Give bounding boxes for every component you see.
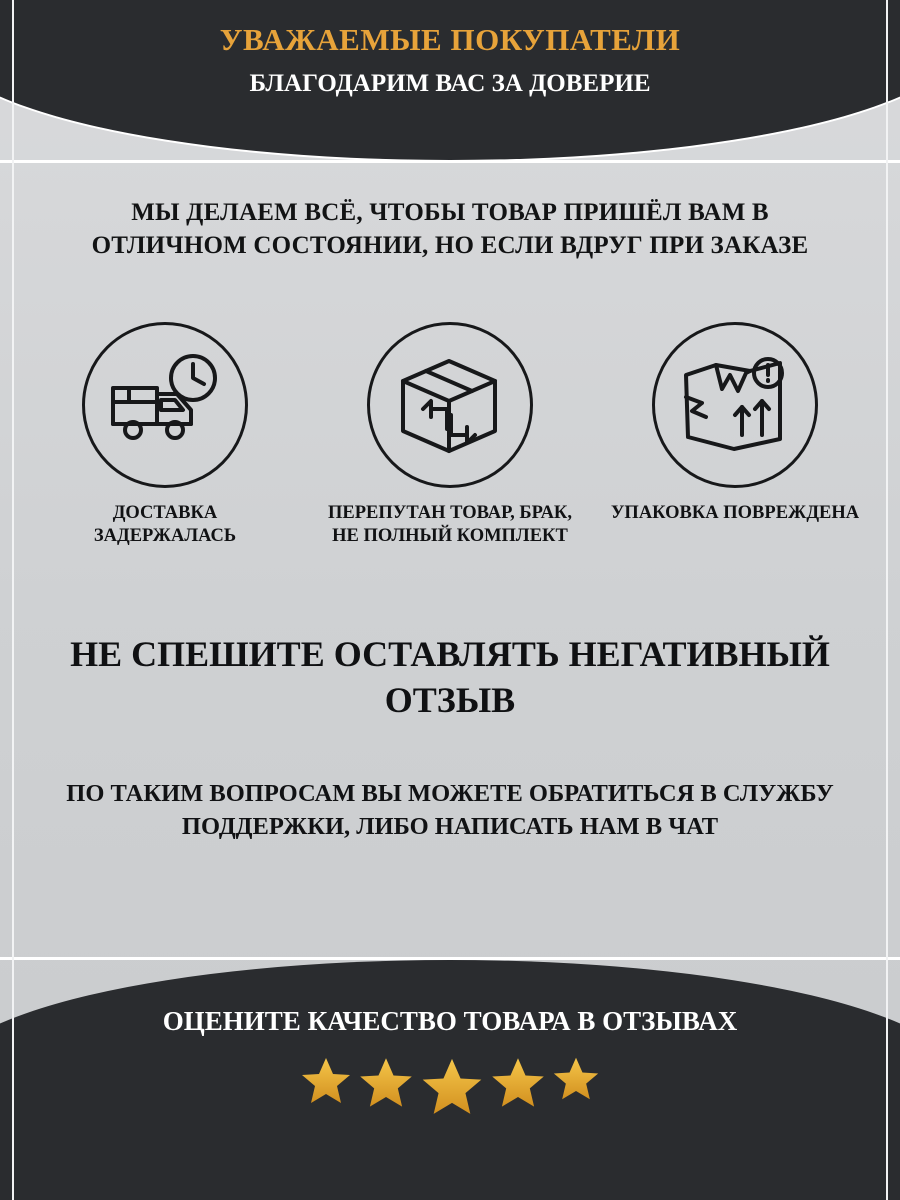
damaged-package-icon <box>676 349 794 461</box>
issue-item-delivery-delay <box>40 322 290 549</box>
footer-title: ОЦЕНИТЕ КАЧЕСТВО ТОВАРА В ОТЗЫВАХ <box>162 1006 738 1036</box>
support-text: ПО ТАКИМ ВОПРОСАМ ВЫ МОЖЕТЕ ОБРАТИТЬСЯ В СЛУЖБУ ПОДДЕРЖКИ, ЛИБО НАПИСАТЬ НАМ В ЧАТ <box>66 780 834 840</box>
delivery-truck-clock-icon <box>105 350 225 460</box>
issue-item-damaged-package <box>610 322 860 525</box>
issue-item-wrong-item <box>325 322 575 549</box>
star-icon[interactable] <box>357 1055 415 1111</box>
box-return-arrows-icon <box>389 347 511 463</box>
star-icon[interactable] <box>419 1055 485 1119</box>
issue-caption: ПЕРЕПУТАН ТОВАР, БРАК, НЕ ПОЛНЫЙ КОМПЛЕКТ <box>328 503 572 547</box>
statement-text: НЕ СПЕШИТЕ ОСТАВЛЯТЬ НЕГАТИВНЫЙ ОТЗЫВ <box>70 634 830 720</box>
header <box>0 22 900 99</box>
star-icon[interactable] <box>489 1055 547 1111</box>
issue-caption: ДОСТАВКА ЗАДЕРЖАЛАСЬ <box>93 503 237 547</box>
rating-stars[interactable] <box>0 1055 900 1119</box>
star-icon[interactable] <box>551 1055 601 1103</box>
icon-circle <box>82 322 248 488</box>
star-icon[interactable] <box>299 1055 353 1107</box>
issue-caption: УПАКОВКА ПОВРЕЖДЕНА <box>610 503 860 523</box>
icon-circle <box>652 322 818 488</box>
issue-icon-row <box>40 322 860 549</box>
intro-text: МЫ ДЕЛАЕМ ВСЁ, ЧТОБЫ ТОВАР ПРИШЁЛ ВАМ В ОТЛИЧНОМ СОСТОЯНИИ, НО ЕСЛИ ВДРУГ ПРИ ЗАКАЗЕ <box>91 199 809 260</box>
icon-circle <box>367 322 533 488</box>
footer <box>0 970 900 1200</box>
page-title: УВАЖАЕМЫЕ ПОКУПАТЕЛИ <box>219 22 681 57</box>
header-subtitle: БЛАГОДАРИМ ВАС ЗА ДОВЕРИЕ <box>249 70 651 97</box>
